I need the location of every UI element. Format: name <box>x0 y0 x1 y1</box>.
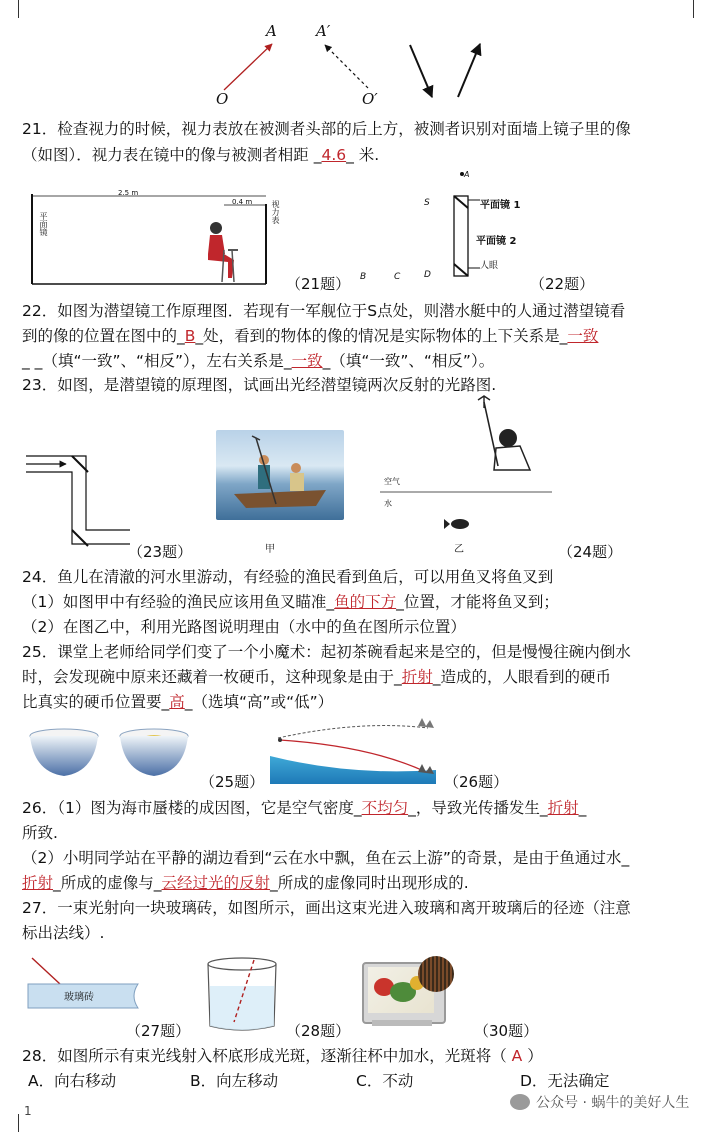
q28-option-c[interactable]: C．不动 <box>356 1072 414 1090</box>
q24-line1: 24．鱼儿在清澈的河水里游动，有经验的渔民看到鱼后，可以用鱼叉将鱼叉到 <box>22 568 554 586</box>
fig22-label-c: C <box>394 272 401 282</box>
fig27-glass-block <box>26 956 146 1016</box>
q28-line1: 28．如图所示有束光线射入杯底形成光斑，逐渐往杯中加水，光斑将（ A ） <box>22 1047 543 1065</box>
q26-line4: 折射_所成的虚像与_云经过光的反射_所成的虚像同时出现形成的. <box>22 874 469 892</box>
fig23-caption: （23题） <box>128 543 193 561</box>
fig27-caption: （27题） <box>126 1022 191 1040</box>
fig24-label-air: 空气 <box>384 477 400 486</box>
fig25-bowls <box>28 726 208 786</box>
fig21-chart-label: 视力表 <box>271 200 280 224</box>
q26-line2: 所致. <box>22 824 58 842</box>
q26-answer2: 折射 <box>547 799 579 817</box>
fig24-caption: （24题） <box>558 543 623 561</box>
fig22-mirror2: 平面镜 2 <box>476 236 517 247</box>
ray-o2a2 <box>325 45 368 88</box>
fig22-label-d: D <box>424 270 431 280</box>
fig21-dist1: 2.5 m <box>118 189 139 197</box>
q26-line3: （2）小明同学站在平静的湖边看到“云在水中飘，鱼在云上游”的奇景，是由于鱼通过水_ <box>22 849 630 867</box>
top-reflection-figure <box>0 0 720 110</box>
fig21-dist2: 0.4 m <box>232 198 253 206</box>
q22-line2: 到的像的位置在图中的_B_处，看到的物体的像的情况是实际物体的上下关系是_一致 <box>22 327 599 345</box>
fig25-caption: （25题） <box>200 773 265 791</box>
q28-option-d[interactable]: D．无法确定 <box>520 1072 610 1090</box>
fig23-periscope <box>26 450 136 550</box>
fig21-mirror-label: 平面镜 <box>39 212 48 236</box>
watermark: 公众号 · 蜗牛的美好人生 <box>510 1092 689 1112</box>
q28-option-b[interactable]: B．向左移动 <box>190 1072 279 1090</box>
label-o-prime: O′ <box>362 90 378 108</box>
fig24-label-jia: 甲 <box>265 544 275 555</box>
fig28-caption: （28题） <box>286 1022 351 1040</box>
q23-line1: 23．如图，是潜望镜的原理图，试画出光经潜望镜两次反射的光路图. <box>22 376 497 394</box>
q27-line2: 标出法线）. <box>22 924 105 942</box>
q24-answer: 鱼的下方 <box>334 593 397 611</box>
fig26-caption: （26题） <box>444 773 509 791</box>
label-o: O <box>216 90 229 108</box>
fig26-mirage <box>270 716 440 786</box>
q21-line1: 21．检查视力的时候，视力表放在被测者头部的后上方，被测者识别对面墙上镜子里的像 <box>22 120 631 138</box>
q27-line1: 27．一束光射向一块玻璃砖，如图所示，画出这束光进入玻璃和离开玻璃后的径迹（注意 <box>22 899 631 917</box>
q25-answer2: 高 <box>169 693 185 711</box>
fig28-beaker <box>204 956 284 1036</box>
fig22-mirror1: 平面镜 1 <box>480 200 521 211</box>
q28-answer: A <box>511 1047 523 1065</box>
q21-answer: 4.6 <box>321 146 347 164</box>
fig30-caption: （30题） <box>474 1022 539 1040</box>
q22-line1: 22．如图为潜望镜工作原理图．若现有一军舰位于S点处，则潜水艇中的人通过潜望镜看 <box>22 302 626 320</box>
fig22-label-s: S <box>424 198 430 208</box>
q26-answer1: 不均匀 <box>361 799 409 817</box>
q26-answer4: 云经过光的反射 <box>161 874 271 892</box>
q24-line3: （2）在图乙中，利用光路图说明理由（水中的鱼在图所示位置） <box>22 618 466 636</box>
q25-answer1: 折射 <box>401 668 433 686</box>
q25-line3: 比真实的硬币位置要_高_（选填“高”或“低”） <box>22 693 334 711</box>
fig24-label-yi: 乙 <box>454 544 464 555</box>
q25-line2: 时，会发现碗中原来还藏着一枚硬币，这种现象是由于_折射_造成的，人眼看到的硬币 <box>22 668 612 686</box>
fig24-fisherman-diagram <box>380 396 570 526</box>
fig24-label-water: 水 <box>384 499 392 508</box>
ray-oa <box>224 44 272 90</box>
q28-option-a[interactable]: A．向右移动 <box>28 1072 117 1090</box>
page-number: 1 <box>24 1104 32 1118</box>
corner-mark-bottom-left <box>0 1114 19 1132</box>
fig21-caption: （21题） <box>286 275 351 293</box>
fig27-label: 玻璃砖 <box>64 992 94 1003</box>
fig30-tv-picture <box>362 962 452 1030</box>
q26-line1: 26．（1）图为海市蜃楼的成因图，它是空气密度_不均匀_，导致光传播发生_折射_ <box>22 799 587 817</box>
fig22-eye: 人眼 <box>480 261 499 271</box>
wechat-icon <box>510 1094 530 1110</box>
label-a-prime: A′ <box>316 22 331 40</box>
q22-answer3: 一致 <box>291 352 323 370</box>
ray-down <box>410 45 432 97</box>
q22-answer2: 一致 <box>567 327 599 345</box>
q22-line3: _ _（填“一致”、“相反”），左右关系是_一致_（填“一致”、“相反”）。 <box>22 352 495 370</box>
q22-answer1: B <box>184 327 196 345</box>
q26-answer3: 折射 <box>22 874 54 892</box>
fig22-caption: （22题） <box>530 275 595 293</box>
q24-line2: （1）如图甲中有经验的渔民应该用鱼叉瞄准_鱼的下方_位置，才能将鱼叉到； <box>22 593 559 611</box>
label-a: A <box>266 22 277 40</box>
q21-line2: （如图）．视力表在镜中的像与被测者相距 _4.6_ 米. <box>22 146 380 164</box>
fig22-label-a: A <box>464 170 470 179</box>
fig22-label-b: B <box>360 272 367 282</box>
fig24-boat-picture <box>216 430 344 520</box>
q25-line1: 25．课堂上老师给同学们变了一个小魔术：起初茶碗看起来是空的，但是慢慢往碗内倒水 <box>22 643 631 661</box>
ray-up <box>458 44 480 97</box>
